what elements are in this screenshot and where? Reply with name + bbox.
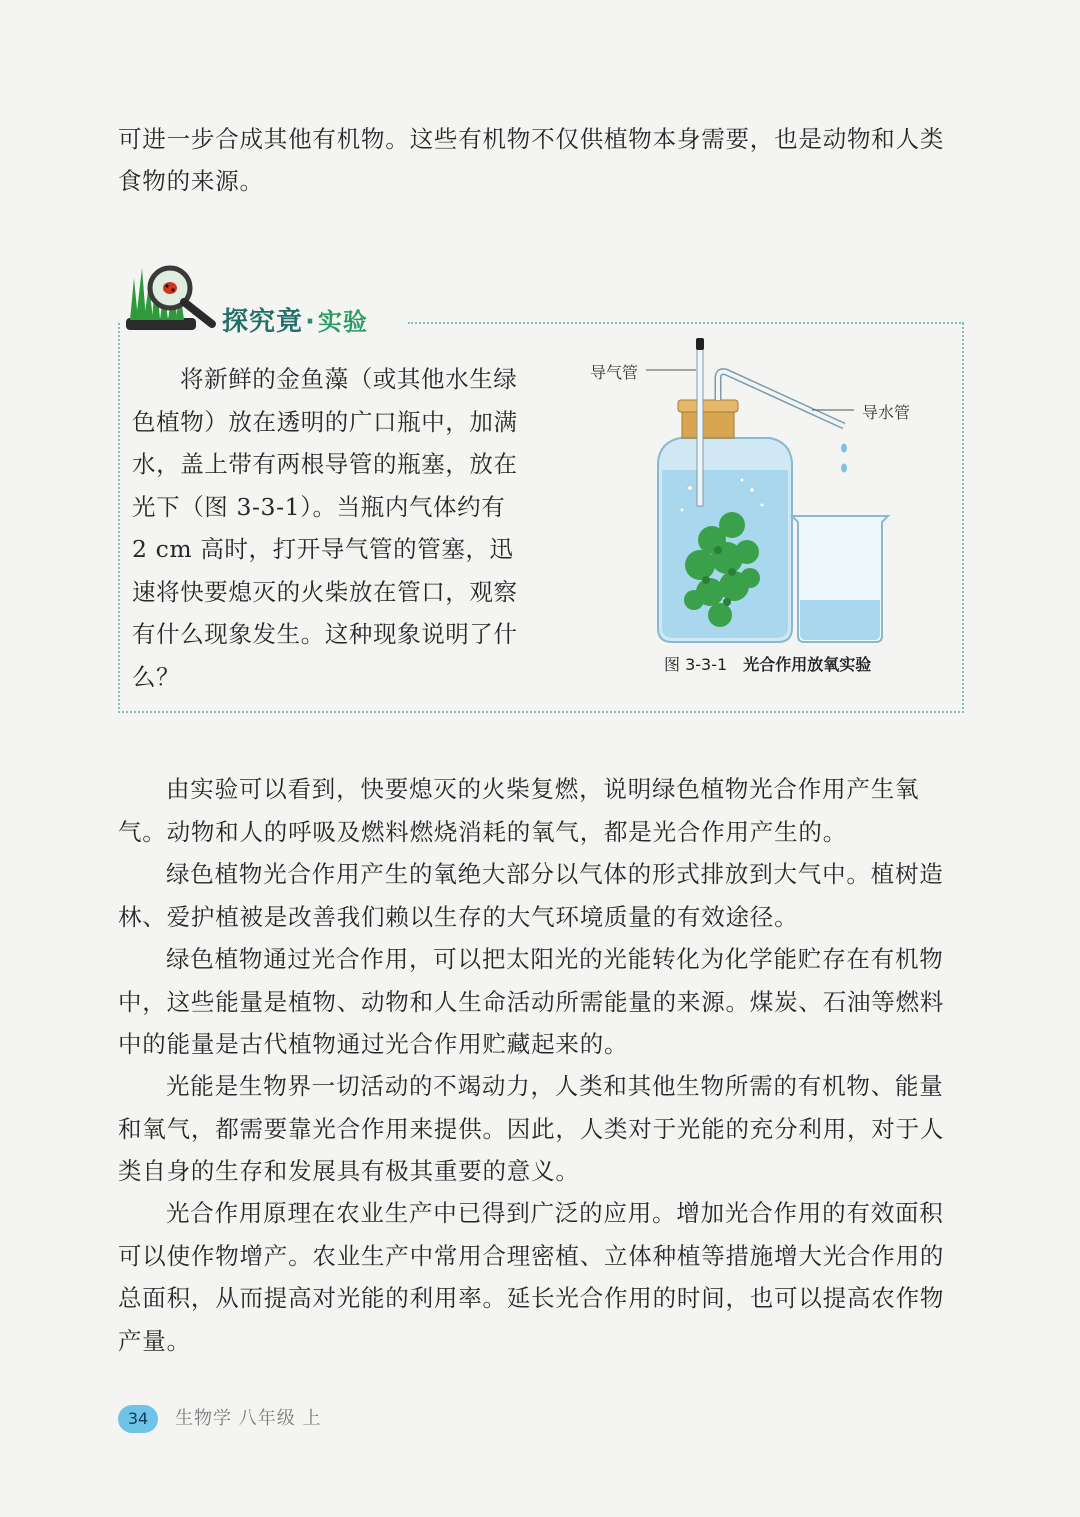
figure-caption-title: 光合作用放氧实验 xyxy=(743,655,872,674)
figure-caption-number: 图 3-3-1 xyxy=(664,655,728,674)
body-paragraph-5: 光合作用原理在农业生产中已得到广泛的应用。增加光合作用的有效面积可以使作物增产。农业生产中常用合理密植、立体种植等措施增大光合作用的总面积，从而提高对光能的利用率。延长光合作用的时间，也可以提高农作物产量。 xyxy=(118,1199,945,1355)
body-paragraph-4: 光能是生物界一切活动的不竭动力，人类和其他生物所需的有机物、能量和氧气，都需要靠光合作用来提供。因此，人类对于光能的充分利用，对于人类自身的生存和发展具有极其重要的意义。 xyxy=(118,1072,945,1185)
book-title: 生物学 八年级 上 xyxy=(175,1408,322,1429)
explore-title-sub: 实验 xyxy=(317,308,368,336)
water-tube-label: 导水管 xyxy=(862,403,911,422)
body-paragraph-1: 由实验可以看到，快要熄灭的火柴复燃，说明绿色植物光合作用产生氧气。动物和人的呼吸及燃料燃烧消耗的氧气，都是光合作用产生的。 xyxy=(118,775,920,846)
body-paragraph-3: 绿色植物通过光合作用，可以把太阳光的光能转化为化学能贮存在有机物中，这些能量是植物、动物和人生命活动所需能量的来源。煤炭、石油等燃料中的能量是古代植物通过光合作用贮藏起来的。 xyxy=(118,945,945,1058)
figure-caption xyxy=(664,652,871,675)
intro-line-2: 食物的来源。 xyxy=(118,167,264,195)
intro-line-1: 可进一步合成其他有机物。这些有机物不仅供植物本身需要，也是动物和人类 xyxy=(118,125,945,153)
explore-instruction-text: 将新鲜的金鱼藻（或其他水生绿色植物）放在透明的广口瓶中，加满水，盖上带有两根导管的瓶塞，放在光下（图 3-3-1）。当瓶内气体约有 2 cm 高时，打开导气管的管塞，迅速将快要熄灭的火柴放在管口，观察有什么现象发生。这种现象说明了什么？ xyxy=(132,365,518,691)
explore-title-dot: · xyxy=(305,307,316,337)
explore-title-main: 探究竟 xyxy=(222,307,304,337)
body-paragraph-2: 绿色植物光合作用产生的氧绝大部分以气体的形式排放到大气中。植树造林、爱护植被是改善我们赖以生存的大气环境质量的有效途径。 xyxy=(118,860,944,931)
page-number-badge: 34 xyxy=(118,1405,158,1433)
air-tube-label: 导气管 xyxy=(590,363,639,382)
